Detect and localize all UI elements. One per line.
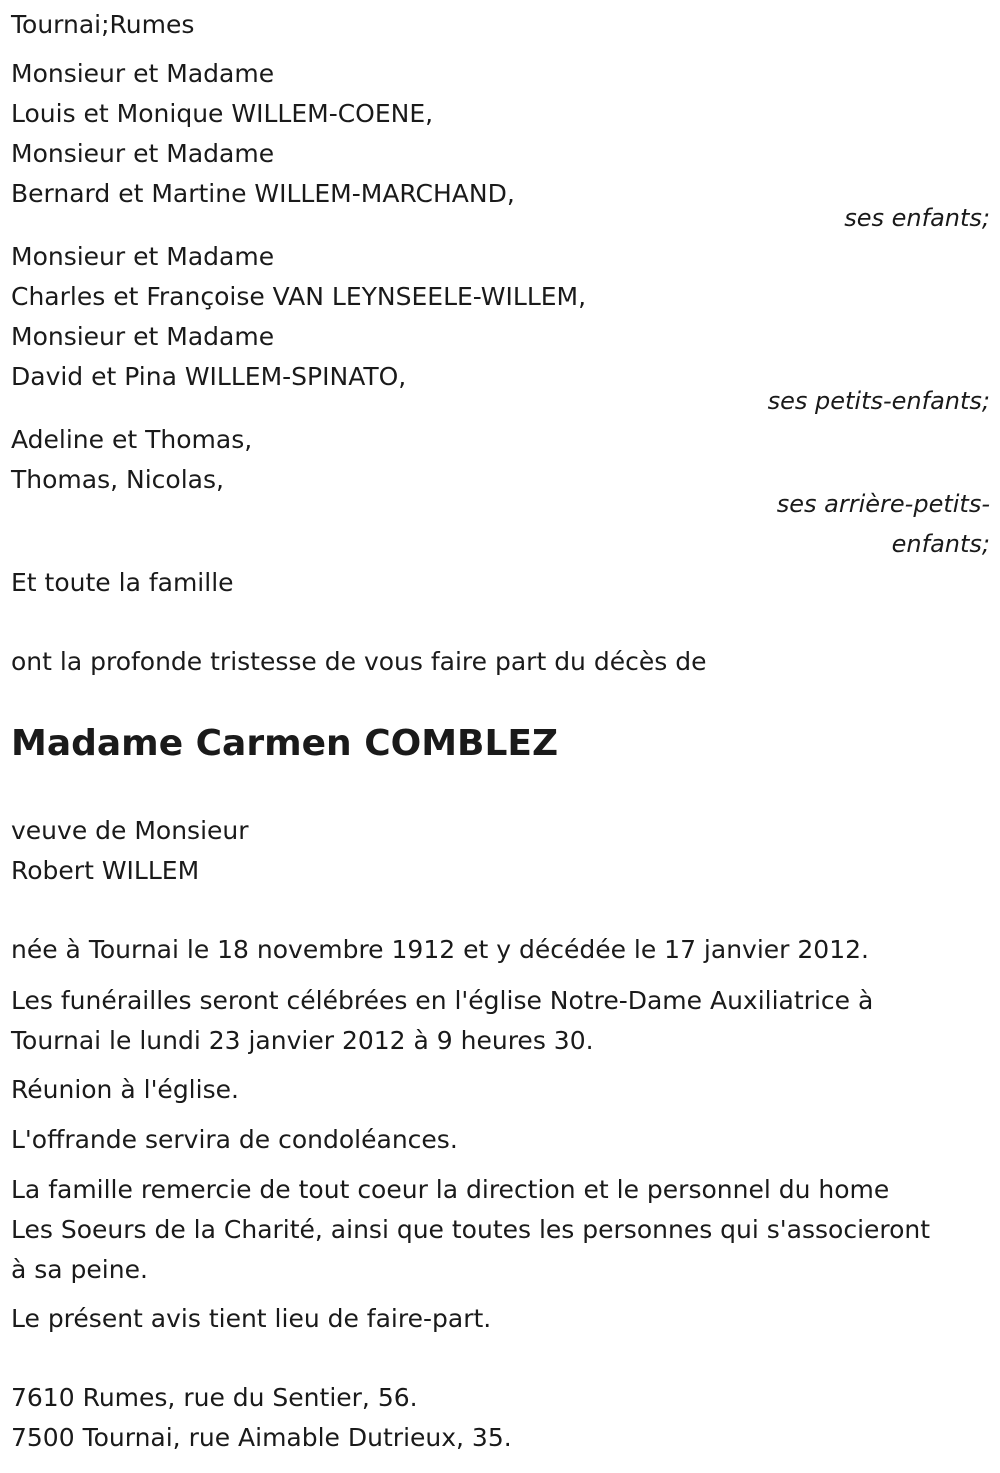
birth-death-line: née à Tournai le 18 novembre 1912 et y décédée le 17 janvier 2012. <box>11 935 869 964</box>
funeral-line-1: Les funérailles seront célébrées en l'église Notre-Dame Auxiliatrice à <box>11 986 874 1015</box>
thanks-line-3: à sa peine. <box>11 1255 148 1284</box>
meeting-line: Réunion à l'église. <box>11 1075 239 1104</box>
address-line-2: 7500 Tournai, rue Aimable Dutrieux, 35. <box>11 1423 512 1452</box>
widow-line-2: Robert WILLEM <box>11 856 200 885</box>
children-line-1: Monsieur et Madame <box>11 59 275 88</box>
great-grandchildren-line-2: Thomas, Nicolas, <box>11 465 224 494</box>
thanks-line-1: La famille remercie de tout coeur la direction et le personnel du home <box>11 1175 890 1204</box>
thanks-line-2: Les Soeurs de la Charité, ainsi que toutes les personnes qui s'associeront <box>11 1215 931 1244</box>
notice-line: Le présent avis tient lieu de faire-part. <box>11 1304 492 1333</box>
funeral-line-2: Tournai le lundi 23 janvier 2012 à 9 heures 30. <box>11 1026 594 1055</box>
children-role: ses enfants; <box>844 204 990 232</box>
grandchildren-line-1: Monsieur et Madame <box>11 242 275 271</box>
family-line: Et toute la famille <box>11 568 234 597</box>
grandchildren-line-2: Charles et Françoise VAN LEYNSEELE-WILLEM, <box>11 282 587 311</box>
children-line-2: Louis et Monique WILLEM-COENE, <box>11 99 434 128</box>
offering-line: L'offrande servira de condoléances. <box>11 1125 458 1154</box>
children-line-3: Monsieur et Madame <box>11 139 275 168</box>
children-line-4: Bernard et Martine WILLEM-MARCHAND, <box>11 179 515 208</box>
great-grandchildren-role-line-2: enfants; <box>891 530 990 558</box>
grandchildren-role: ses petits-enfants; <box>767 387 990 415</box>
location-header: Tournai;Rumes <box>11 10 195 39</box>
address-line-1: 7610 Rumes, rue du Sentier, 56. <box>11 1383 418 1412</box>
great-grandchildren-role-line-1: ses arrière-petits- <box>776 490 990 518</box>
grandchildren-line-4: David et Pina WILLEM-SPINATO, <box>11 362 407 391</box>
deceased-name: Madame Carmen COMBLEZ <box>11 723 559 764</box>
announcement-line: ont la profonde tristesse de vous faire part du décès de <box>11 647 707 676</box>
grandchildren-line-3: Monsieur et Madame <box>11 322 275 351</box>
widow-line-1: veuve de Monsieur <box>11 816 249 845</box>
great-grandchildren-line-1: Adeline et Thomas, <box>11 425 253 454</box>
